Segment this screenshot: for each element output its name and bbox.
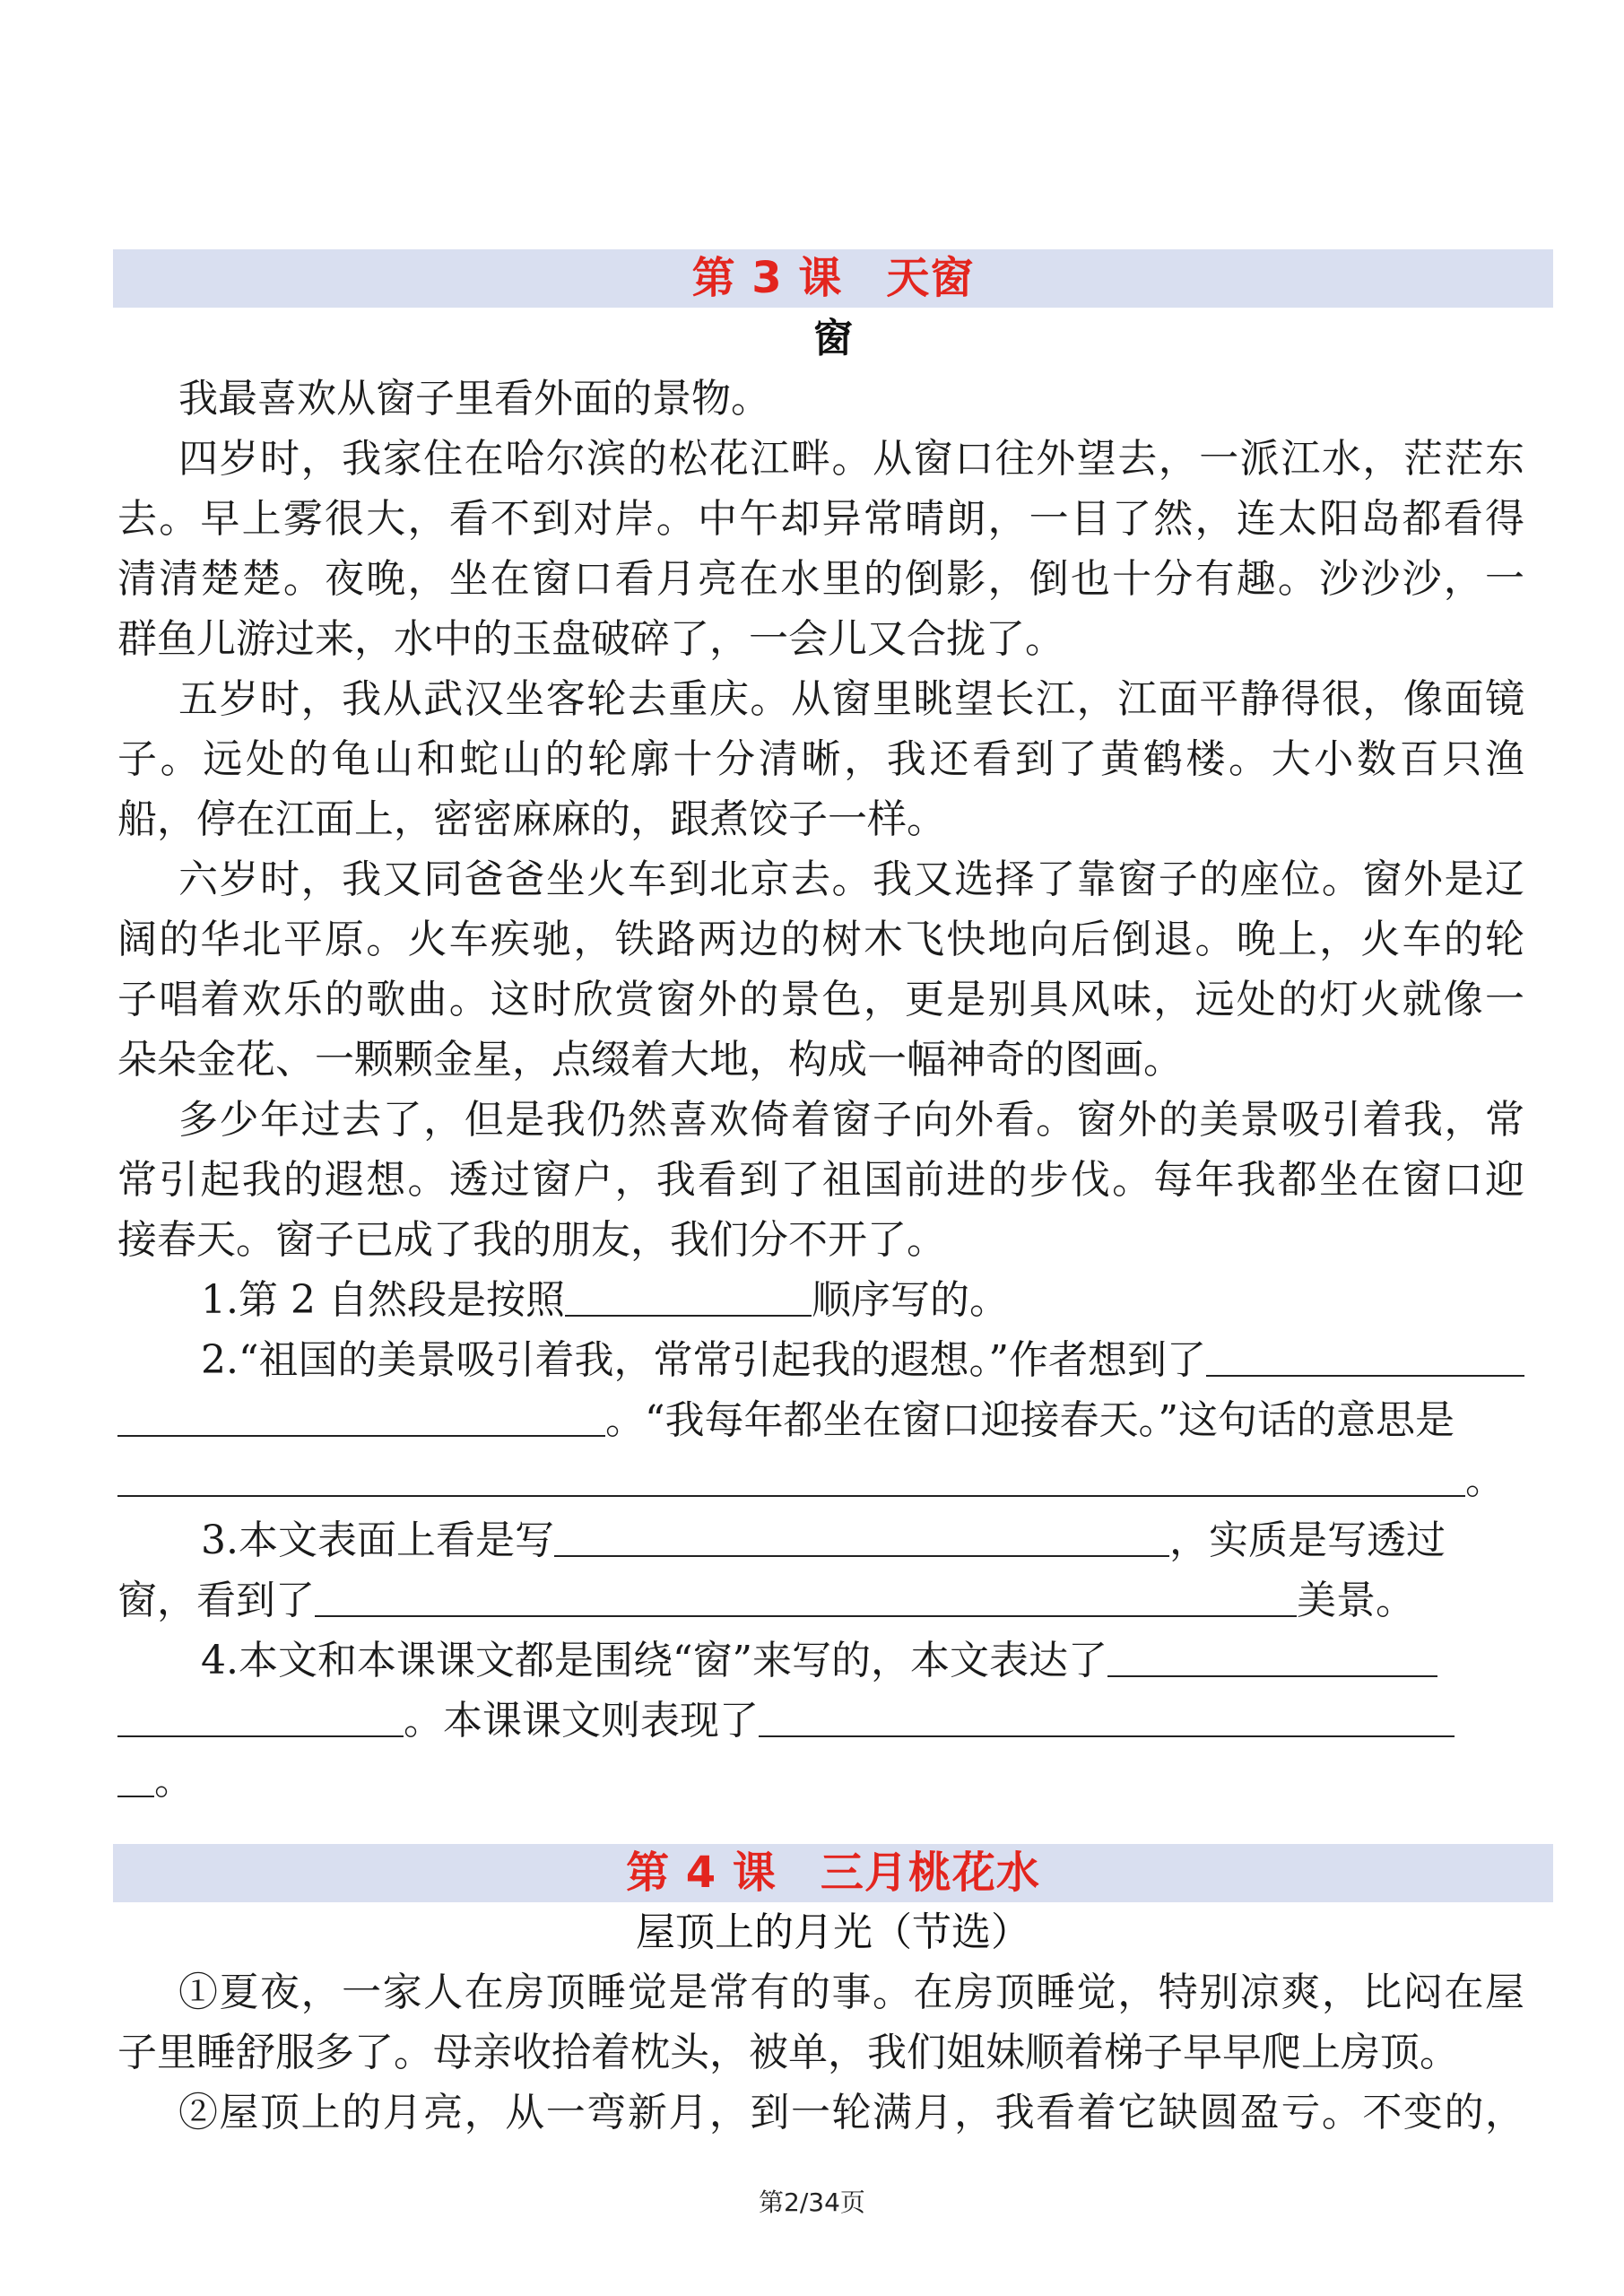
paragraph-line: 船，停在江面上，密密麻麻的，跟煮饺子一样。 — [117, 796, 946, 842]
paragraph-line: 多少年过去了，但是我仍然喜欢倚着窗子向外看。窗外的美景吸引着我，常 — [178, 1097, 1524, 1143]
question-3-line-2 — [117, 1570, 1524, 1631]
lesson-3-title: 第 3 课 天窗 — [691, 253, 975, 303]
lesson-3-article-title: 窗 — [813, 316, 853, 361]
question-3-line-1 — [117, 1510, 1524, 1570]
lesson-4-header-band — [113, 1844, 1553, 1902]
paragraph-line: ①夏夜，一家人在房顶睡觉是常有的事。在房顶睡觉，特别凉爽，比闷在屋 — [178, 1970, 1524, 2015]
paragraph-line: ②屋顶上的月亮，从一弯新月，到一轮满月，我看着它缺圆盈亏。不变的， — [178, 2090, 1524, 2135]
question-4-line-3 — [117, 1751, 1524, 1811]
question-4-prefix: 4.本文和本课课文都是围绕“窗”来写的，本文表达了 — [201, 1638, 1107, 1683]
page-number: 第2/34页 — [759, 2187, 865, 2217]
paragraph-line: 阔的华北平原。火车疾驰，铁路两边的树木飞快地向后倒退。晚上，火车的轮 — [117, 917, 1524, 962]
paragraph-line: 朵朵金花、一颗颗金星，点缀着大地，构成一幅神奇的图画。 — [117, 1037, 1183, 1083]
answer-blank — [1107, 1631, 1437, 1677]
question-2-line-2 — [117, 1390, 1524, 1450]
question-4-line-1 — [117, 1631, 1524, 1691]
lesson-4-title: 第 4 课 三月桃花水 — [626, 1848, 1040, 1898]
question-1-prefix: 1.第 2 自然段是按照 — [201, 1277, 565, 1323]
paragraph-line: 常引起我的遐想。透过窗户，我看到了祖国前进的步伐。每年我都坐在窗口迎 — [117, 1157, 1524, 1203]
lesson-4-body — [117, 1962, 1524, 2143]
paragraph-line: 子唱着欢乐的歌曲。这时欣赏窗外的景色，更是别具风味，远处的灯火就像一 — [117, 977, 1524, 1022]
question-3-middle: ，实质是写透过 — [1168, 1518, 1446, 1563]
answer-blank — [759, 1691, 1455, 1737]
paragraph-line: 群鱼儿游过来，水中的玉盘破碎了，一会儿又合拢了。 — [117, 616, 1064, 662]
answer-blank — [554, 1510, 1169, 1557]
answer-blank — [117, 1691, 404, 1737]
question-3-suffix: 美景。 — [1297, 1578, 1415, 1623]
answer-blank — [117, 1450, 1465, 1497]
question-4-line-2 — [117, 1691, 1524, 1751]
question-1-suffix: 顺序写的。 — [811, 1277, 1009, 1323]
question-4-suffix: 。 — [154, 1758, 194, 1804]
paragraph-line: 五岁时，我从武汉坐客轮去重庆。从窗里眺望长江，江面平静得很，像面镜 — [178, 676, 1524, 722]
answer-blank — [315, 1570, 1297, 1617]
lesson-4-article-title: 屋顶上的月光（节选） — [636, 1909, 1030, 1955]
paragraph-line: 四岁时，我家住在哈尔滨的松花江畔。从窗口往外望去，一派江水，茫茫东 — [178, 436, 1524, 482]
lesson-3-header-band — [113, 249, 1553, 308]
paragraph-line: 子里睡舒服多了。母亲收拾着枕头，被单，我们姐妹顺着梯子早早爬上房顶。 — [117, 2030, 1459, 2075]
question-3-prefix: 3.本文表面上看是写 — [201, 1518, 554, 1563]
answer-blank — [117, 1751, 154, 1797]
paragraph-line: 接春天。窗子已成了我的朋友，我们分不开了。 — [117, 1217, 946, 1263]
paragraph-line: 我最喜欢从窗子里看外面的景物。 — [178, 376, 770, 422]
question-3-line2-prefix: 窗，看到了 — [117, 1578, 315, 1623]
question-2-line-3 — [117, 1450, 1524, 1510]
answer-blank — [565, 1270, 812, 1317]
question-1 — [117, 1270, 1524, 1330]
question-4-middle: 。本课课文则表现了 — [404, 1698, 759, 1744]
paragraph-line: 去。早上雾很大，看不到对岸。中午却异常晴朗，一目了然，连太阳岛都看得 — [117, 496, 1524, 542]
paragraph-line: 六岁时，我又同爸爸坐火车到北京去。我又选择了靠窗子的座位。窗外是辽 — [178, 857, 1524, 902]
question-2-suffix: 。 — [1465, 1457, 1505, 1503]
paragraph-line: 子。远处的龟山和蛇山的轮廓十分清晰，我还看到了黄鹤楼。大小数百只渔 — [117, 736, 1524, 782]
answer-blank — [117, 1390, 605, 1437]
answer-blank — [1206, 1330, 1524, 1377]
question-2-prefix: 2.“祖国的美景吸引着我，常常引起我的遐想。”作者想到了 — [201, 1337, 1206, 1383]
lesson-3-body — [117, 369, 1524, 1811]
paragraph-line: 清清楚楚。夜晚，坐在窗口看月亮在水里的倒影，倒也十分有趣。沙沙沙，一 — [117, 556, 1524, 602]
question-2-middle: 。“我每年都坐在窗口迎接春天。”这句话的意思是 — [605, 1397, 1455, 1443]
question-2-line-1 — [117, 1330, 1524, 1390]
